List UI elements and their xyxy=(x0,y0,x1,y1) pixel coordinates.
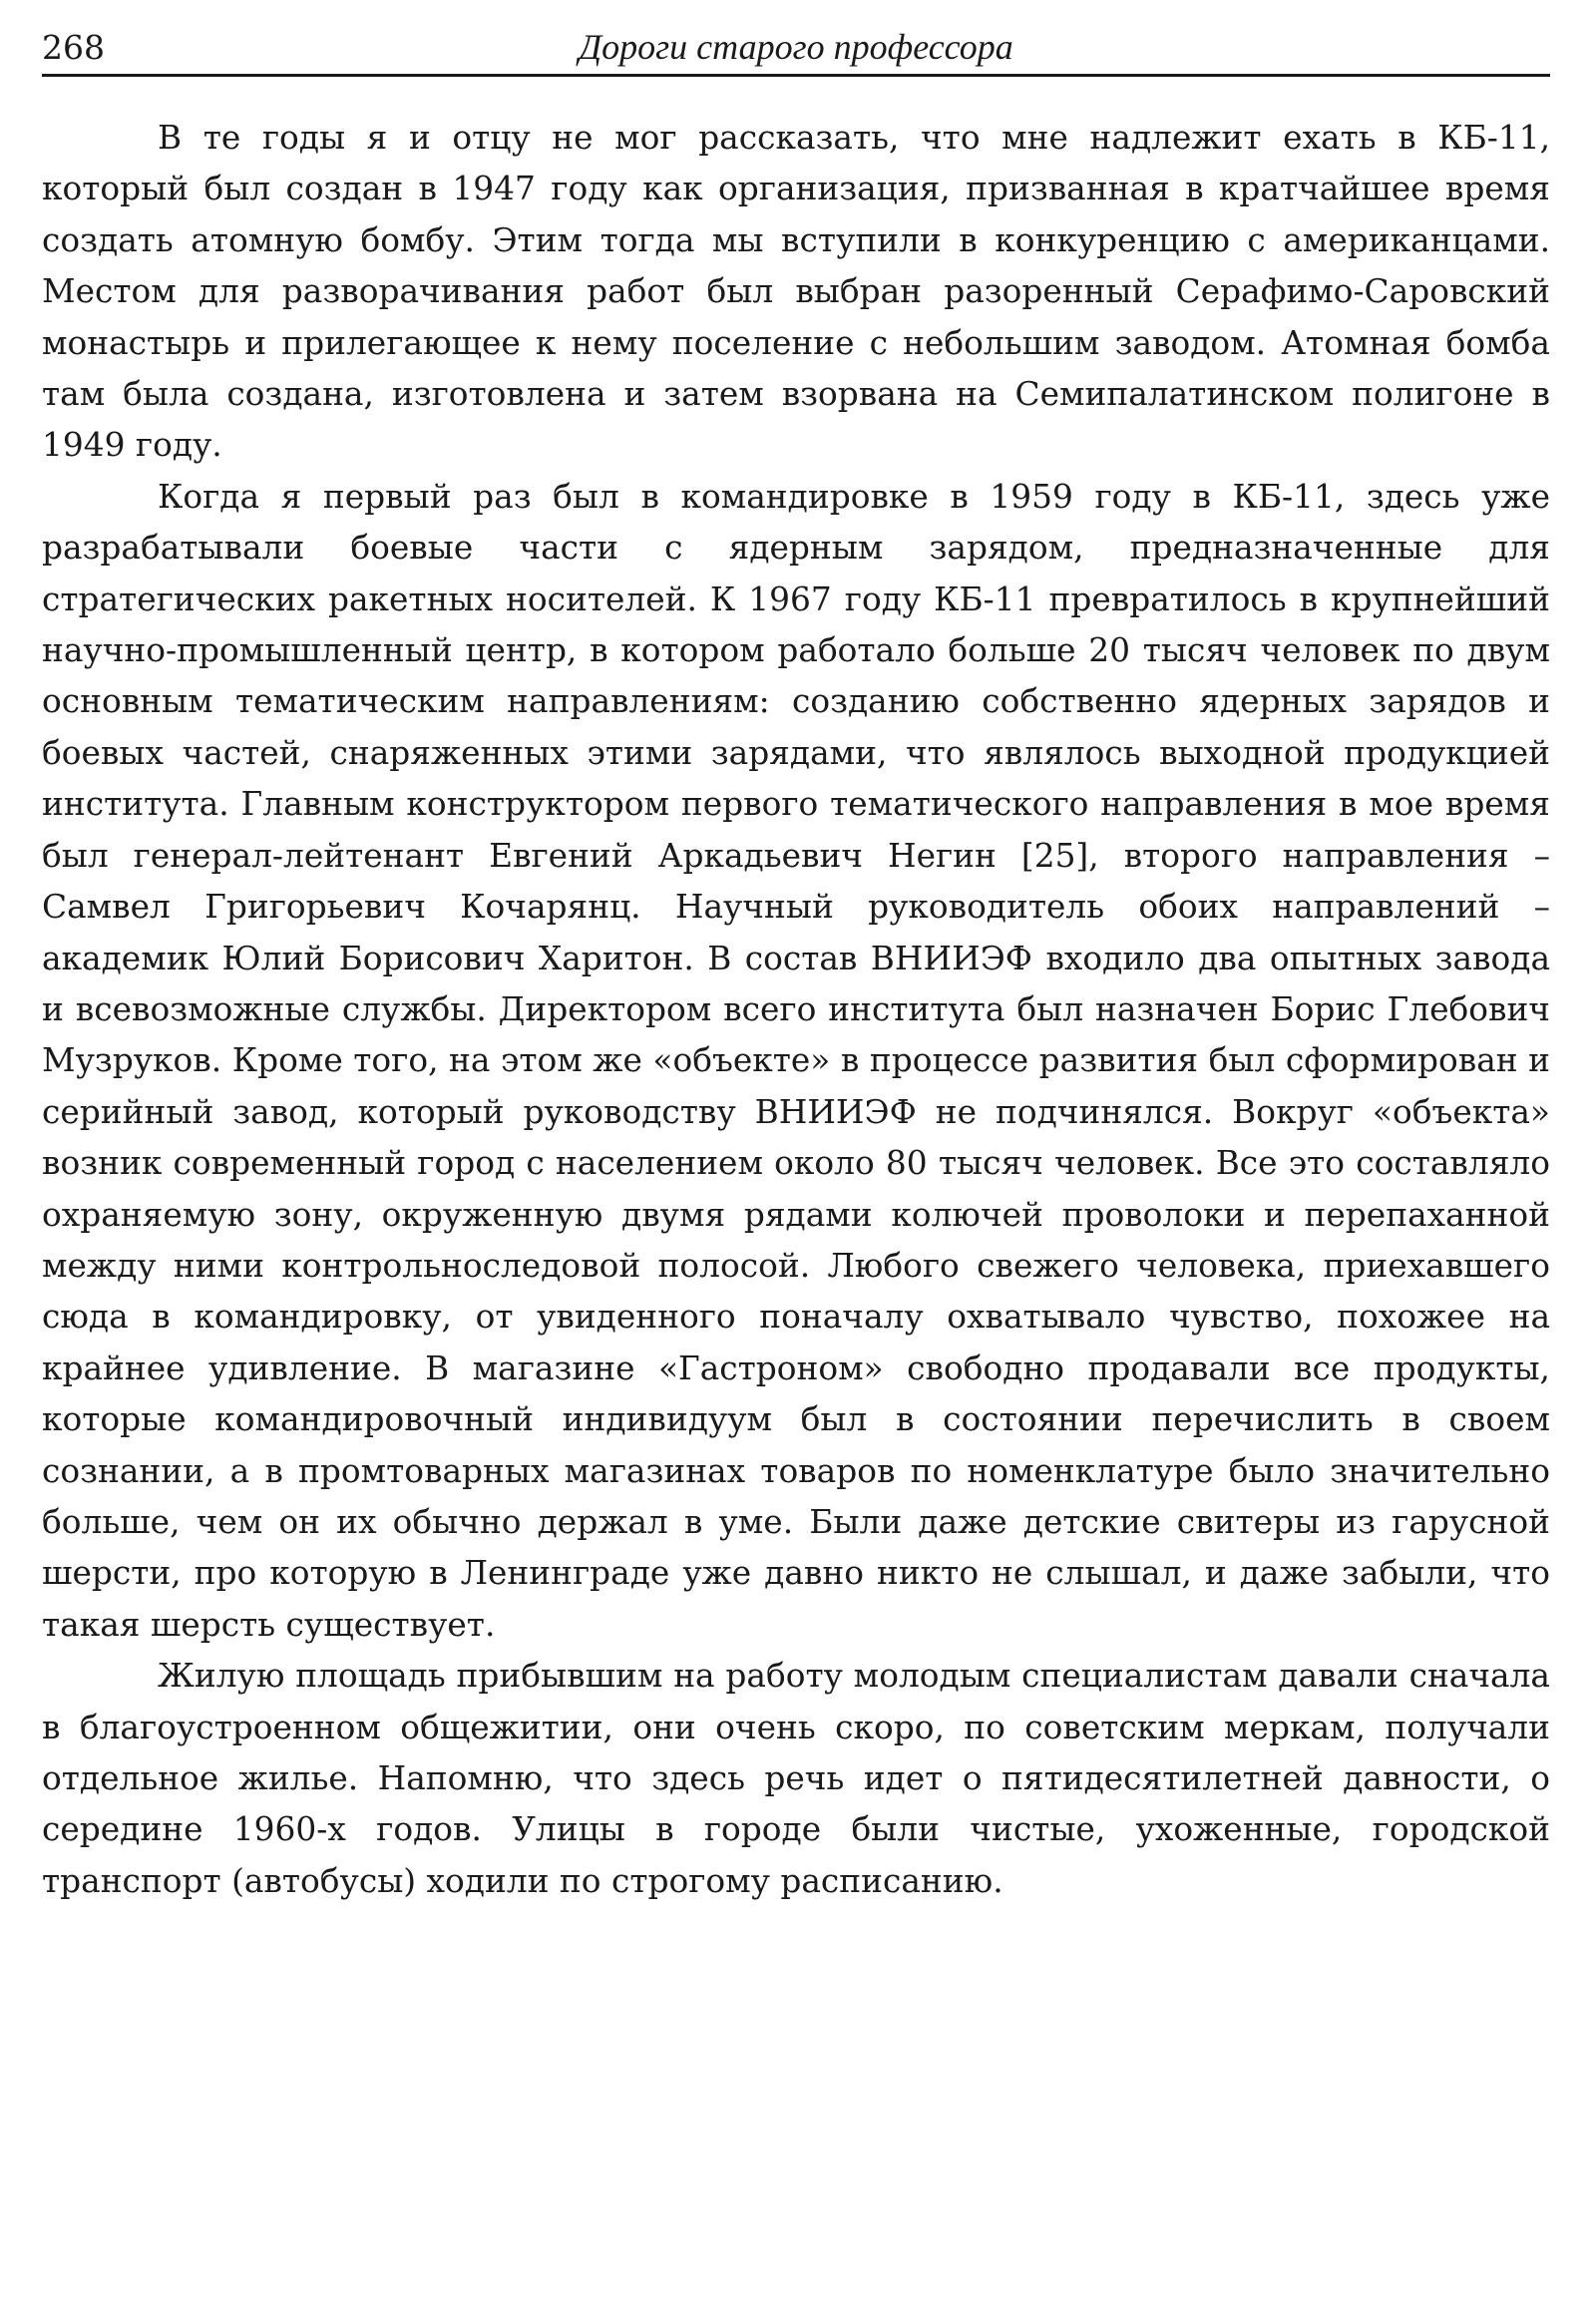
paragraph-3: Жилую площадь прибывшим на работу молодым специалистам давали сначала в благоустроенном общежитии, они очень скоро, по советским меркам, получали отдельное жилье. Напомню, что здесь речь идет о пятидесятилетней давности, о середине 1960-х годов. Улицы в городе были чистые, ухоженные, городской транспорт (автобусы) ходили по строгому расписанию. xyxy=(42,1657,1550,1900)
paragraph-1: В те годы я и отцу не мог рассказать, что мне надлежит ехать в КБ-11, который был создан в 1947 году как организация, призванная в кратчайшее время создать атомную бомбу. Этим тогда мы вступили в конкуренцию с американцами. Местом для разворачивания работ был выбран разоренный Серафимо-Саровский монастырь и прилегающее к нему поселение с небольшим заводом. Атомная бомба там была создана, изготовлена и затем взорвана на Семипалатинском полигоне в 1949 году. xyxy=(42,119,1550,465)
paragraph-2: Когда я первый раз был в командировке в 1959 году в КБ-11, здесь уже разрабатывали боевые части с ядерным зарядом, предназначенные для стратегических ракетных носителей. К 1967 году КБ-11 превратилось в крупнейший научно-промышленный центр, в котором работало больше 20 тысяч человек по двум основным тематическим направлениям: созданию собственно ядерных зарядов и боевых частей, снаряженных этими зарядами, что являлось выходной продукцией института. Главным конструктором первого тематического направления в мое время был генерал-лейтенант Евгений Аркадьевич Негин [25], второго направления – Самвел Григорьевич Кочарянц. Научный руководитель обоих направлений – академик Юлий Борисович Харитон. В состав ВНИИЭФ входило два опытных завода и всевозможные службы. Директором всего института был назначен Борис Глебович Музруков. Кроме того, на этом же «объекте» в процессе развития был сформирован и серийный завод, который руководству ВНИИЭФ не подчинялся. Вокруг «объекта» возник современный город с населением около 80 тысяч человек. Все это составляло охраняемую зону, окруженную двумя рядами колючей проволоки и перепаханной между ними контрольноследовой полосой. Любого свежего человека, приехавшего сюда в командировку, от увиденного поначалу охватывало чувство, похожее на крайнее удивление. В магазине «Гастроном» свободно продавали все продукты, которые командировочный индивидуум был в состоянии перечислить в своем сознании, а в промтоварных магазинах товаров по номенклатуре было значительно больше, чем он их обычно держал в уме. Были даже детские свитеры из гарусной шерсти, про которую в Ленинграде уже давно никто не слышал, и даже забыли, что такая шерсть существует. xyxy=(42,477,1550,1644)
book-page xyxy=(42,26,1550,1907)
body-text xyxy=(42,113,1550,1907)
page-number: 268 xyxy=(42,28,105,67)
page-header xyxy=(42,26,1550,77)
running-title: Дороги старого профессора xyxy=(579,27,1013,67)
